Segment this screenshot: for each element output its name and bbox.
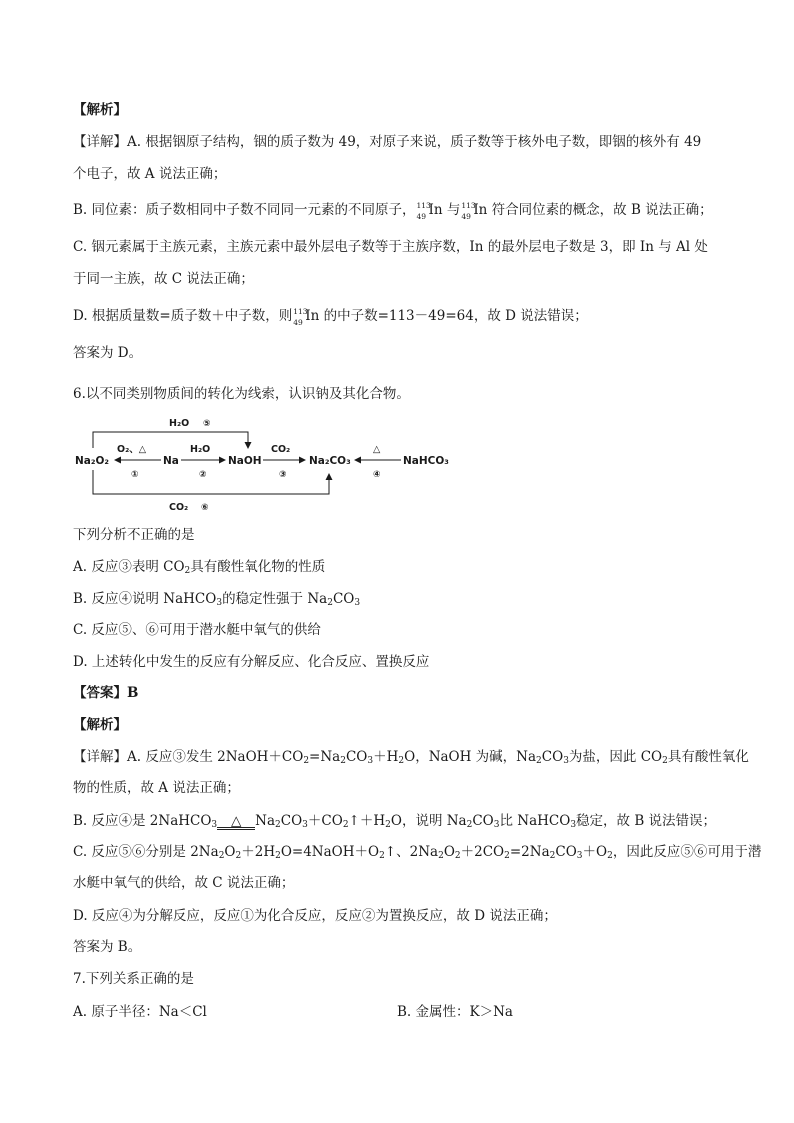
num-reaction-2: ② (199, 470, 207, 480)
isotope-in-113-b: 113 49 (461, 201, 476, 221)
q6-detail-a-line1: 【详解】A. 反应③发生 $2NaOH+CO_2=Na_2CO_3+H_2O$，NaOH 为碱，$Na_2CO_3$为盐，因此 $CO_2$具有酸性氧化 (73, 749, 749, 766)
node-na2co3: Na₂CO₃ (309, 455, 351, 467)
num-reaction-1: ① (131, 470, 139, 480)
arrow-reaction-6 (93, 470, 329, 494)
q6-detail-c-line2: 水艇中氧气的供给，故 C 说法正确； (73, 875, 295, 891)
q6-detail-d: D. 反应④为分解反应，反应①为化合反应，反应②为置换反应，故 D 说法正确； (73, 908, 557, 924)
q6-option-c: C. 反应⑤、⑥可用于潜水艇中氧气的供给 (73, 622, 321, 638)
num-reaction-3: ③ (279, 470, 287, 480)
detail-c-line1: C. 铟元素属于主族元素，主族元素中最外层电子数等于主族序数，In 的最外层电子数是 3，即 In 与 Al 处 (73, 239, 708, 255)
analysis-heading: 【解析】 (73, 102, 127, 118)
label-reaction-4: △ (373, 444, 381, 455)
isotope-in-113: 113 49 (416, 201, 431, 221)
detail-d-line: D. 根据质量数=质子数＋中子数，则 113 49 In 的中子数=113－49=64，故 D 说法错误； (73, 307, 588, 327)
q6-detail-a-line2: 物的性质，故 A 说法正确； (73, 780, 240, 796)
q6-option-a: A. 反应③表明 $CO_2$具有酸性氧化物的性质 (73, 559, 326, 576)
node-na2o2: Na₂O₂ (75, 455, 109, 467)
label-reaction-3: CO₂ (271, 444, 291, 455)
q6-answer-heading: 【答案】B (73, 685, 139, 701)
q6-prompt: 下列分析不正确的是 (73, 527, 195, 543)
q6-option-b: B. 反应④说明 NaHCO$_3$的稳定性强于 $Na_2CO_3$ (73, 591, 361, 608)
q6-option-d: D. 上述转化中发生的反应有分解反应、化合反应、置换反应 (73, 654, 430, 670)
detail-c-line2: 于同一主族，故 C 说法正确； (73, 271, 254, 287)
heat-condition: △ (217, 811, 255, 831)
label-reaction-6: CO₂ (169, 502, 189, 513)
q6-answer: 答案为 B。 (73, 939, 142, 955)
num-reaction-4: ④ (373, 470, 381, 480)
detail-a-line1: 【详解】A. 根据铟原子结构，铟的质子数为 49，对原子来说，质子数等于核外电子数，即铟的核外有 49 (73, 134, 702, 150)
answer-5: 答案为 D。 (73, 345, 143, 361)
node-naoh: NaOH (228, 455, 262, 467)
num-reaction-6: ⑥ (201, 503, 209, 513)
num-reaction-5: ⑤ (203, 419, 211, 429)
q7-stem: 7.下列关系正确的是 (73, 971, 194, 987)
node-nahco3: NaHCO₃ (403, 455, 449, 467)
label-reaction-1: O₂、△ (117, 444, 147, 455)
q6-detail-c-line1: C. 反应⑤⑥分别是 $2Na_2O_2+2H_2O=4NaOH+O_2↑$、$2Na_2O_2+2CO_2=2Na_2CO_3+O_2$，因此反应⑤⑥可用于潜 (73, 844, 762, 861)
label-reaction-5: H₂O (169, 418, 190, 429)
q6-stem: 6.以不同类别物质间的转化为线索，认识钠及其化合物。 (73, 386, 410, 402)
q6-analysis-heading: 【解析】 (73, 717, 127, 733)
isotope-in-113-c: 113 49 (293, 307, 308, 327)
detail-a-line2: 个电子，故 A 说法正确； (73, 166, 227, 182)
q7-option-b: B. 金属性：K＞Na (397, 1004, 513, 1020)
q7-option-a: A. 原子半径：Na＜Cl (73, 1004, 207, 1020)
detail-b-line: B. 同位素：质子数相同中子数不同同一元素的不同原子， 113 49 In 与 113 49 In 符合同位素的概念，故 B 说法正确； (73, 201, 713, 221)
label-reaction-2: H₂O (190, 444, 211, 455)
q6-detail-b: B. 反应④是 2NaHCO$_3$ △ $Na_2CO_3+CO_2↑+H_2O$，说明 $Na_2CO_3$比 NaHCO$_3$稳定，故 B 说法错误； (73, 813, 717, 830)
node-na: Na (163, 455, 179, 467)
sodium-conversion-diagram (73, 412, 463, 521)
